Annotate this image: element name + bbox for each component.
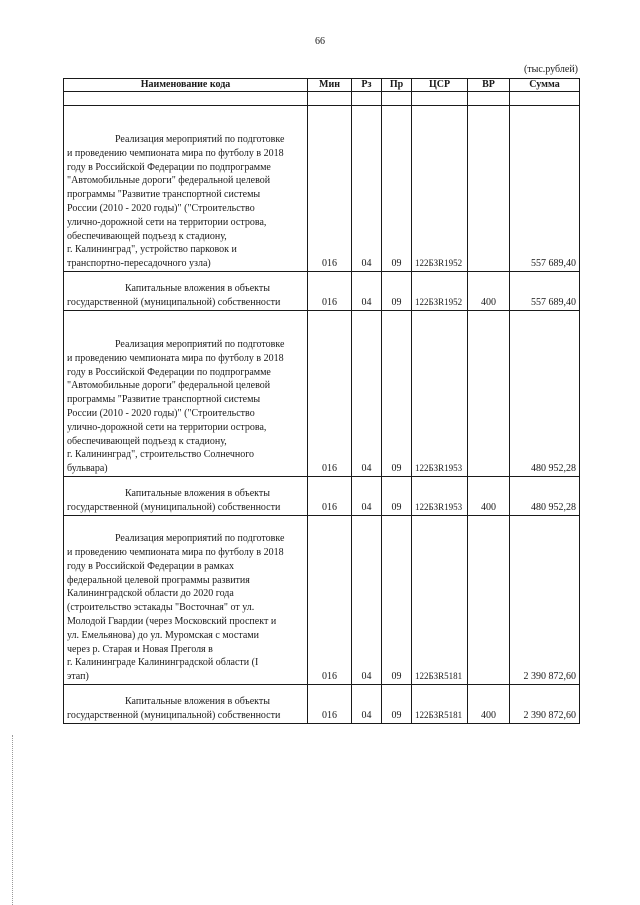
row-min: 016 <box>308 516 352 685</box>
table-row <box>64 272 580 311</box>
row-csr: 122БЗR1952 <box>412 272 468 311</box>
header-sum: Сумма <box>510 79 580 92</box>
table-row <box>64 311 580 477</box>
table-body <box>64 92 580 724</box>
row-pr: 09 <box>382 685 412 724</box>
table-row <box>64 516 580 685</box>
row-vr <box>468 311 510 477</box>
table-header <box>64 79 580 92</box>
row-sum: 557 689,40 <box>510 272 580 311</box>
header-vr: ВР <box>468 79 510 92</box>
scan-margin-marks <box>12 735 15 905</box>
row-sum: 2 390 872,60 <box>510 516 580 685</box>
row-pr: 09 <box>382 106 412 272</box>
table-row <box>64 477 580 516</box>
row-csr: 122БЗR5181 <box>412 516 468 685</box>
table-row <box>64 106 580 272</box>
row-name: Реализация мероприятий по подготовке и проведению чемпионата мира по футболу в 2018 году в Российской Федерации в рамках федеральной целевой программы развития Калининградской области до 2020 года (строительство эстакады "Восточная" от ул. Молодой Гвардии (через Московский проспект и ул. Емельянова) до ул. Муромская с мостами через р. Старая и Новая Преголя в г. Калининграде Калининградской области (I этап) <box>64 516 308 685</box>
row-vr: 400 <box>468 477 510 516</box>
row-csr: 122БЗR1952 <box>412 106 468 272</box>
row-csr: 122БЗR1953 <box>412 477 468 516</box>
row-sum: 557 689,40 <box>510 106 580 272</box>
row-sum: 480 952,28 <box>510 477 580 516</box>
row-sum: 480 952,28 <box>510 311 580 477</box>
row-vr <box>468 516 510 685</box>
row-rz: 04 <box>352 272 382 311</box>
row-min: 016 <box>308 477 352 516</box>
row-min: 016 <box>308 311 352 477</box>
row-min: 016 <box>308 272 352 311</box>
row-name: Реализация мероприятий по подготовке и проведению чемпионата мира по футболу в 2018 году в Российской Федерации по подпрограмме "Автомобильные дороги" федеральной целевой программы "Развитие транспортной системы России (2010 - 2020 годы)" ("Строительство улично-дорожной сети на территории острова, обеспечивающей подъезд к стадиону, г. Калининград", строительство Солнечного бульвара) <box>64 311 308 477</box>
unit-note: (тыс.рублей) <box>523 64 578 75</box>
header-name: Наименование кода <box>64 79 308 92</box>
row-name: Капитальные вложения в объекты государственной (муниципальной) собственности <box>64 477 308 516</box>
row-sum: 2 390 872,60 <box>510 685 580 724</box>
row-name: Капитальные вложения в объекты государственной (муниципальной) собственности <box>64 272 308 311</box>
row-pr: 09 <box>382 477 412 516</box>
page-number: 66 <box>315 36 325 47</box>
row-min: 016 <box>308 685 352 724</box>
header-csr: ЦСР <box>412 79 468 92</box>
header-row <box>64 79 580 92</box>
row-csr: 122БЗR5181 <box>412 685 468 724</box>
table-spacer-row <box>64 92 580 106</box>
header-pr: Пр <box>382 79 412 92</box>
header-rz: Рз <box>352 79 382 92</box>
budget-table <box>63 78 580 724</box>
table-row <box>64 685 580 724</box>
row-rz: 04 <box>352 311 382 477</box>
header-min: Мин <box>308 79 352 92</box>
row-vr <box>468 106 510 272</box>
row-name: Реализация мероприятий по подготовке и проведению чемпионата мира по футболу в 2018 году в Российской Федерации по подпрограмме "Автомобильные дороги" федеральной целевой программы "Развитие транспортной системы России (2010 - 2020 годы)" ("Строительство улично-дорожной сети на территории острова, обеспечивающей подъезд к стадиону, г. Калининград", устройство парковок и транспортно-пересадочного узла) <box>64 106 308 272</box>
row-vr: 400 <box>468 272 510 311</box>
row-rz: 04 <box>352 516 382 685</box>
row-rz: 04 <box>352 106 382 272</box>
row-vr: 400 <box>468 685 510 724</box>
row-rz: 04 <box>352 477 382 516</box>
row-pr: 09 <box>382 272 412 311</box>
row-rz: 04 <box>352 685 382 724</box>
row-min: 016 <box>308 106 352 272</box>
row-csr: 122БЗR1953 <box>412 311 468 477</box>
row-name: Капитальные вложения в объекты государственной (муниципальной) собственности <box>64 685 308 724</box>
row-pr: 09 <box>382 311 412 477</box>
row-pr: 09 <box>382 516 412 685</box>
